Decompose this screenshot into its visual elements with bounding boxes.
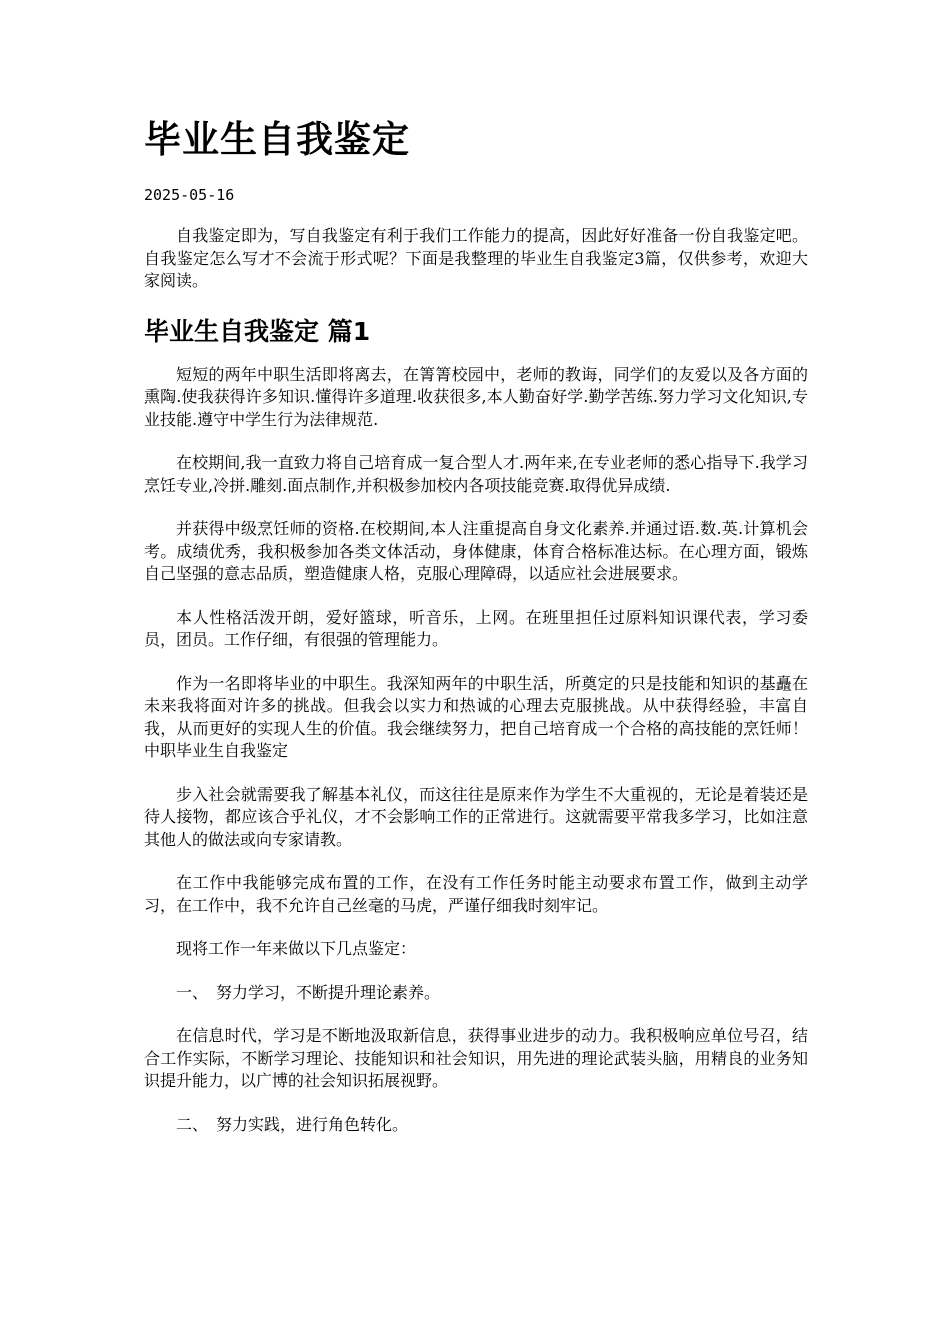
- body-paragraph-8: 现将工作一年来做以下几点鉴定：: [176, 939, 417, 958]
- list-heading-2: 二、 努力实践，进行角色转化。: [176, 1114, 409, 1134]
- body-paragraph-4: 本人性格活泼开朗，爱好篮球，听音乐，上网。在班里担任过原料知识课代表，学习委员，团员。工作仔细，有很强的管理能力。: [144, 607, 808, 649]
- intro-paragraph: 自我鉴定即为，写自我鉴定有利于我们工作能力的提高，因此好好准备一份自我鉴定吧。自我鉴定怎么写才不会流于形式呢？下面是我整理的毕业生自我鉴定3篇，仅供参考，欢迎大家阅读。: [144, 226, 808, 290]
- document-page: [144, 112, 808, 1136]
- body-paragraph-5: 作为一名即将毕业的中职生。我深知两年的中职生活，所奠定的只是技能和知识的基矗在未来我将面对许多的挑战。但我会以实力和热诚的心理去克服挑战。从中获得经验，丰富自我，从而更好的实现人生的价值。我会继续努力，把自己培育成一个合格的高技能的烹饪师！中职毕业生自我鉴定: [144, 673, 808, 760]
- body-paragraph-3: 并获得中级烹饪师的资格.在校期间,本人注重提高自身文化素养.并通过语.数.英.计算机会考。成绩优秀，我积极参加各类文体活动，身体健康，体育合格标准达标。在心理方面，锻炼自己坚强的意志品质，塑造健康人格，克服心理障碍，以适应社会进展要求。: [144, 519, 808, 583]
- section-heading: 毕业生自我鉴定 篇1: [144, 316, 371, 346]
- document-title: 毕业生自我鉴定: [144, 118, 410, 161]
- body-paragraph-1: 短短的两年中职生活即将离去，在箐箐校园中，老师的教诲，同学们的友爱以及各方面的熏陶.使我获得许多知识.懂得许多道理.收获很多,本人勤奋好学.勤学苦练.努力学习文化知识,专业技能.遵守中学生行为法律规范.: [144, 364, 808, 429]
- section-body: [144, 364, 808, 1137]
- list-heading-1: 一、 努力学习，不断提升理论素养。: [176, 982, 441, 1002]
- publish-date: 2025-05-16: [144, 186, 235, 204]
- body-paragraph-7: 在工作中我能够完成布置的工作，在没有工作任务时能主动要求布置工作，做到主动学习，在工作中，我不允许自己丝毫的马虎，严谨仔细我时刻牢记。: [144, 873, 808, 915]
- body-paragraph-6: 步入社会就需要我了解基本礼仪，而这往往是原来作为学生不大重视的，无论是着装还是待人接物，都应该合乎礼仪，才不会影响工作的正常进行。这就需要平常我多学习，比如注意其他人的做法或向专家请教。: [144, 784, 808, 849]
- body-paragraph-2: 在校期间,我一直致力将自己培育成一复合型人才.两年来,在专业老师的悉心指导下.我学习烹饪专业,冷拼.雕刻.面点制作,并积极参加校内各项技能竞赛.取得优异成绩.: [144, 453, 808, 495]
- body-paragraph-9: 在信息时代，学习是不断地汲取新信息，获得事业进步的动力。我积极响应单位号召，结合工作实际，不断学习理论、技能知识和社会知识，用先进的理论武装头脑，用精良的业务知识提升能力，以广博的社会知识拓展视野。: [144, 1026, 808, 1090]
